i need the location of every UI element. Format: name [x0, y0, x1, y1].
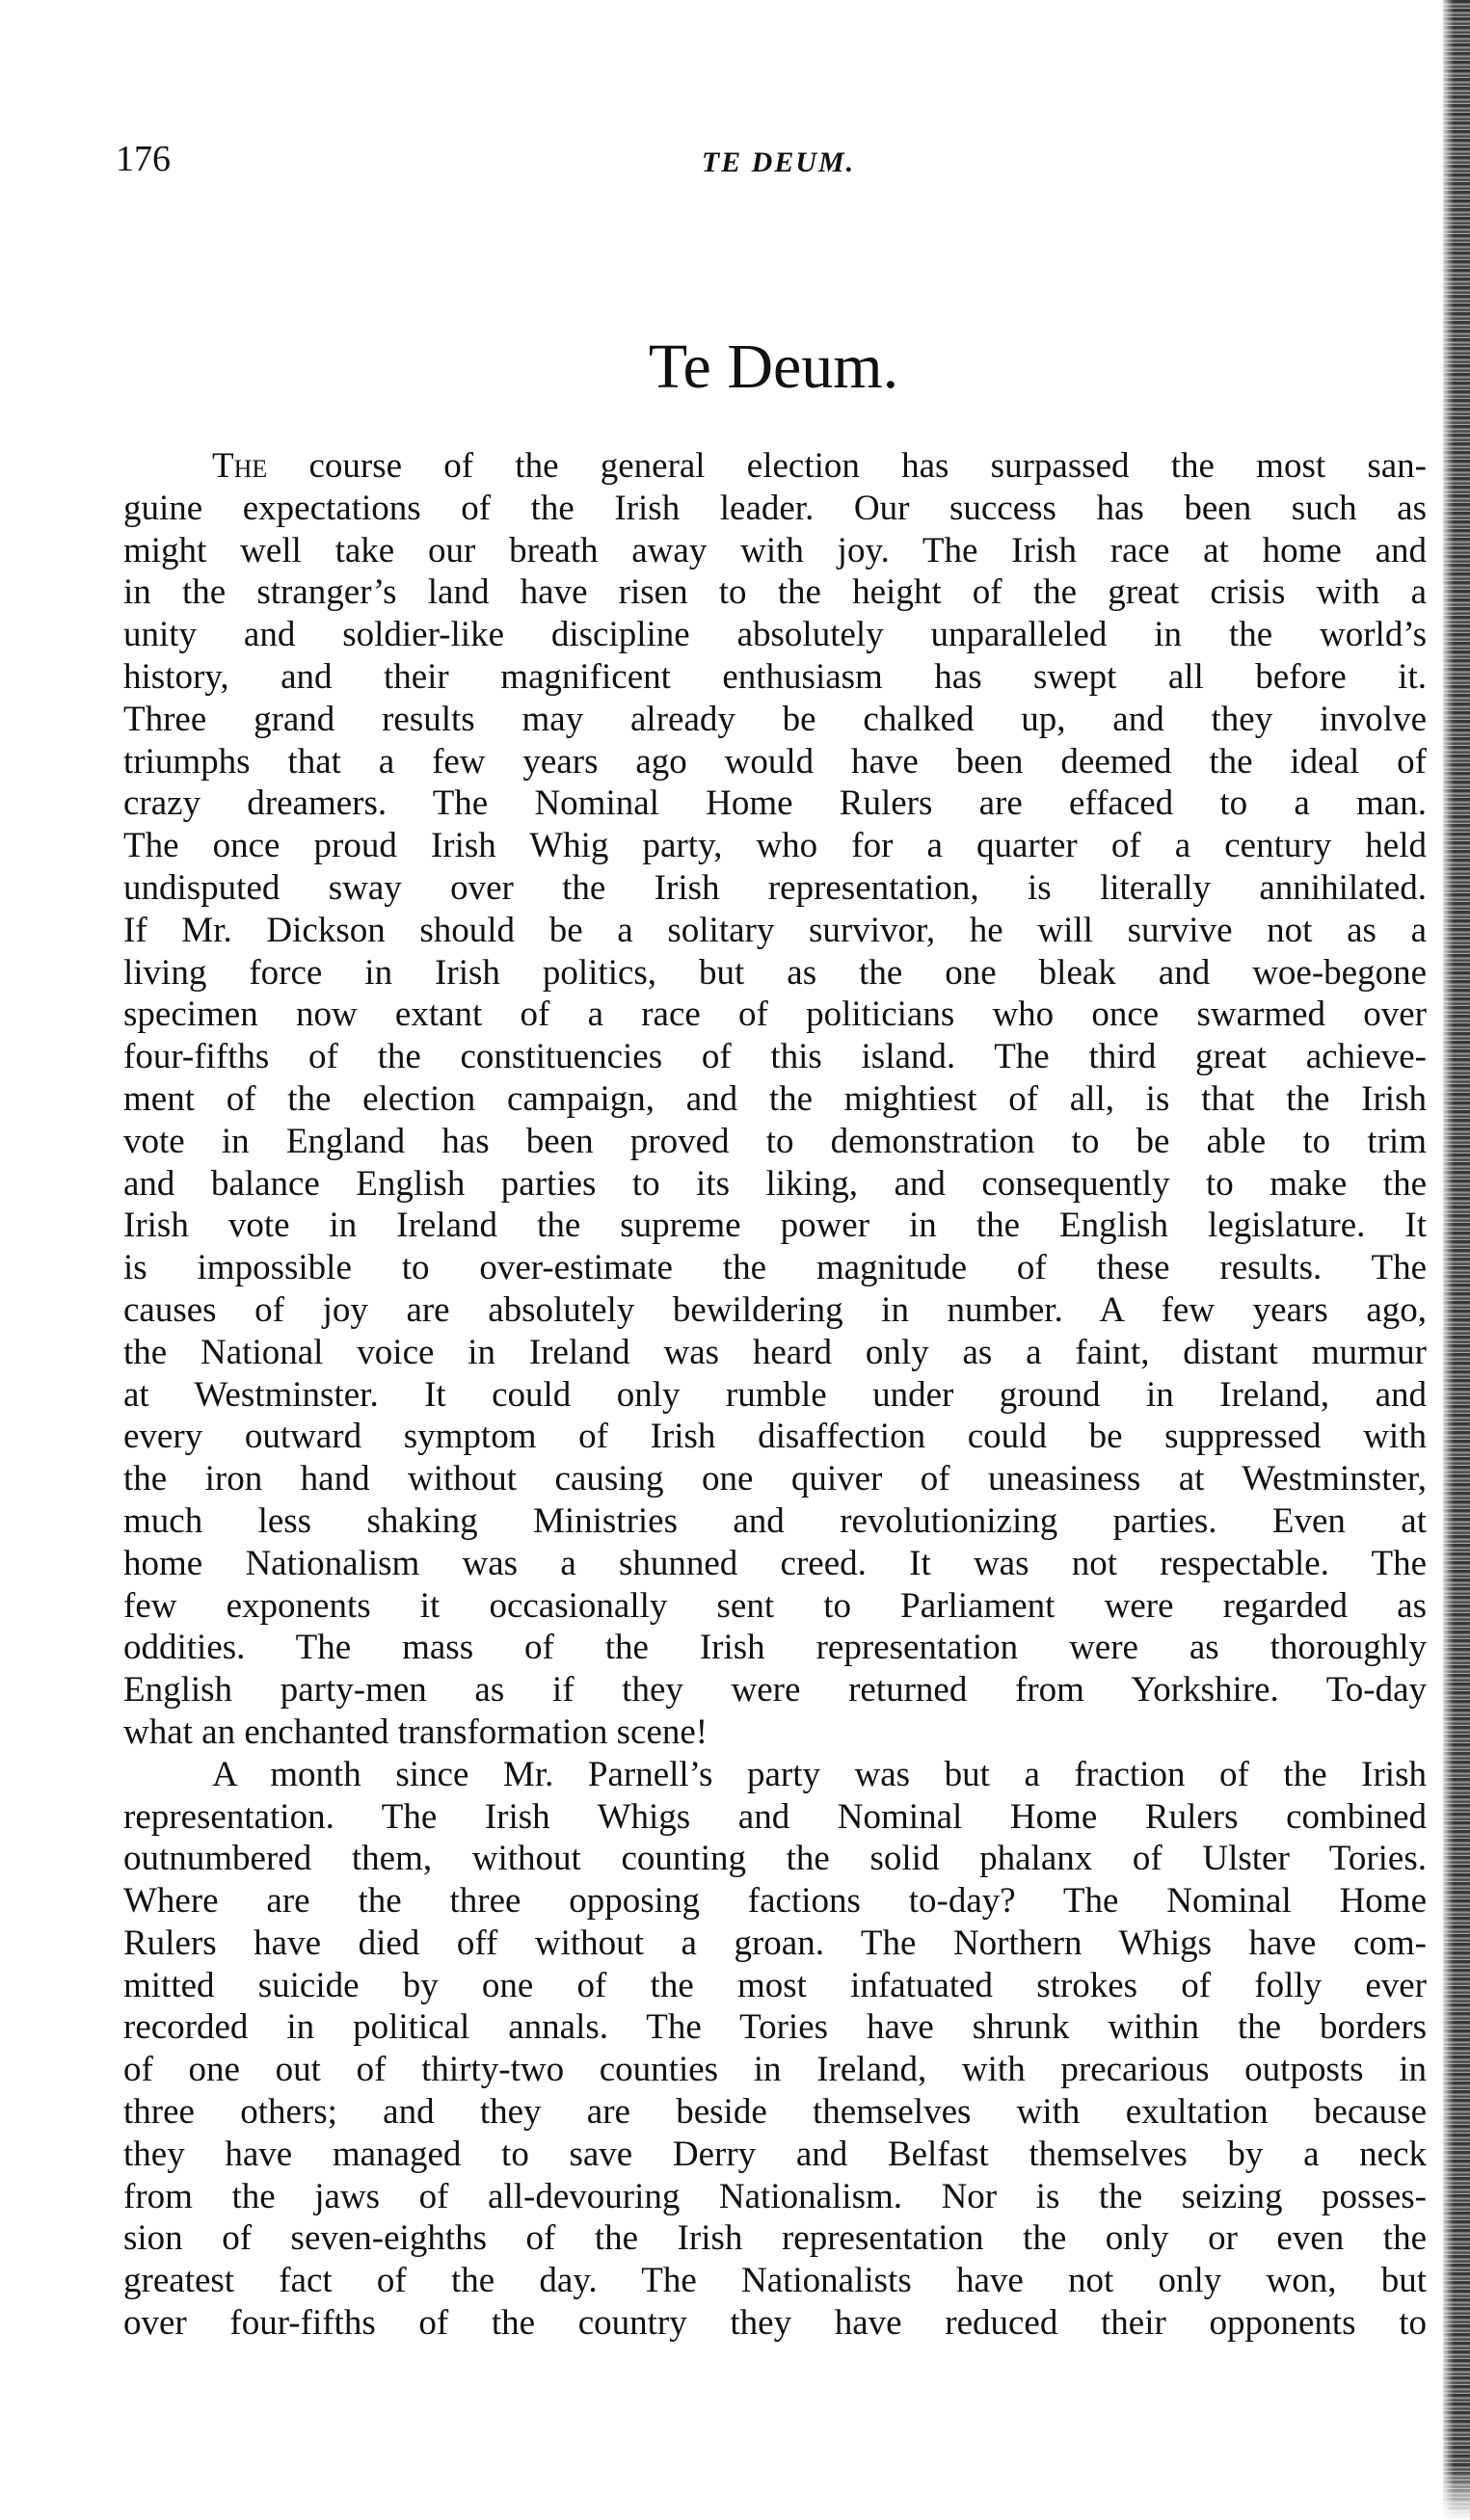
text-line: of one out of thirty-two counties in Ireland, with precarious outposts in — [123, 2050, 1427, 2090]
text-line: mitted suicide by one of the most infatuated strokes of folly ever — [123, 1965, 1427, 2005]
running-head: TE DEUM. — [701, 146, 856, 178]
article-title: Te Deum. — [648, 332, 899, 402]
text-line: The once proud Irish Whig party, who for a quarter of a century held — [123, 826, 1427, 866]
paragraph-1 — [123, 488, 1427, 1754]
text-line: ment of the election campaign, and the mightiest of all, is that the Irish — [123, 1078, 1427, 1119]
paragraph-2 — [123, 1754, 1427, 2345]
text-line: few exponents it occasionally sent to Parliament were regarded as — [123, 1585, 1427, 1626]
text-line: representation. The Irish Whigs and Nominal Home Rulers combined — [123, 1796, 1427, 1837]
opening-word: The — [212, 446, 268, 486]
text-line: at Westminster. It could only rumble under ground in Ireland, and — [123, 1374, 1427, 1415]
text-line: from the jaws of all-devouring Nationalism. Nor is the seizing posses- — [123, 2176, 1427, 2216]
text-line: four-fifths of the constituencies of this island. The third great achieve- — [123, 1037, 1427, 1077]
text-line: every outward symptom of Irish disaffection could be suppressed with — [123, 1417, 1427, 1457]
text-line: living force in Irish politics, but as the one bleak and woe-begone — [123, 952, 1427, 993]
text-line: If Mr. Dickson should be a solitary survivor, he will survive not as a — [123, 910, 1427, 950]
paragraph-1-line-1 — [123, 445, 1427, 488]
text-line: they have managed to save Derry and Belfast themselves by a neck — [123, 2134, 1427, 2174]
text-line: in the stranger’s land have risen to the height of the great crisis with a — [123, 572, 1427, 613]
text-line: history, and their magnificent enthusiasm has swept all before it. — [123, 656, 1427, 697]
text-line: and balance English parties to its liking, and consequently to make the — [123, 1163, 1427, 1204]
text-line: recorded in political annals. The Tories have shrunk within the borders — [123, 2007, 1427, 2048]
text-line: greatest fact of the day. The Nationalists have not only won, but — [123, 2261, 1427, 2301]
text-line: crazy dreamers. The Nominal Home Rulers are effaced to a man. — [123, 783, 1427, 824]
text-line: is impossible to over-estimate the magnitude of these results. The — [123, 1248, 1427, 1288]
text-line: causes of joy are absolutely bewildering in number. A few years ago, — [123, 1289, 1427, 1330]
text-line: Rulers have died off without a groan. The Northern Whigs have com- — [123, 1923, 1427, 1963]
text-line: Irish vote in Ireland the supreme power in the English legislature. It — [123, 1206, 1427, 1246]
text-line: over four-fifths of the country they have reduced their opponents to — [123, 2303, 1427, 2344]
text-line: home Nationalism was a shunned creed. It was not respectable. The — [123, 1543, 1427, 1583]
text-line: might well take our breath away with joy. The Irish race at home and — [123, 530, 1427, 570]
text-line: English party-men as if they were returned from Yorkshire. To-day — [123, 1670, 1427, 1711]
text-line: three others; and they are beside themselves with exultation because — [123, 2092, 1427, 2133]
text-line: oddities. The mass of the Irish representation were as thoroughly — [123, 1628, 1427, 1668]
text-line: A month since Mr. Parnell’s party was but a fraction of the Irish — [212, 1754, 1427, 1794]
text-line: much less shaking Ministries and revolutionizing parties. Even at — [123, 1500, 1427, 1541]
text-line: outnumbered them, without counting the solid phalanx of Ulster Tories. — [123, 1839, 1427, 1879]
text-line: triumphs that a few years ago would have been deemed the ideal of — [123, 741, 1427, 782]
text-line: what an enchanted transformation scene! — [123, 1711, 708, 1752]
text-line: undisputed sway over the Irish representation, is literally annihilated. — [123, 867, 1427, 908]
text-line: sion of seven-eighths of the Irish representation the only or even the — [123, 2218, 1427, 2259]
text-line: specimen now extant of a race of politicians who once swarmed over — [123, 995, 1427, 1035]
text-line: Three grand results may already be chalked up, and they involve — [123, 699, 1427, 739]
article-body — [123, 445, 1427, 2345]
first-line-rest: course of the general election has surpassed the most san- — [267, 446, 1427, 486]
text-line: unity and soldier-like discipline absolutely unparalleled in the world’s — [123, 615, 1427, 655]
text-line: the National voice in Ireland was heard only as a faint, distant murmur — [123, 1332, 1427, 1372]
text-line: guine expectations of the Irish leader. Our success has been such as — [123, 488, 1427, 528]
page-edge-fade — [1443, 2467, 1470, 2520]
text-line: the iron hand without causing one quiver of uneasiness at Westminster, — [123, 1459, 1427, 1499]
text-line: vote in England has been proved to demonstration to be able to trim — [123, 1121, 1427, 1161]
page-number: 176 — [116, 139, 171, 179]
text-line: Where are the three opposing factions to-day? The Nominal Home — [123, 1881, 1427, 1922]
page-edge-shadow — [1443, 0, 1470, 2520]
